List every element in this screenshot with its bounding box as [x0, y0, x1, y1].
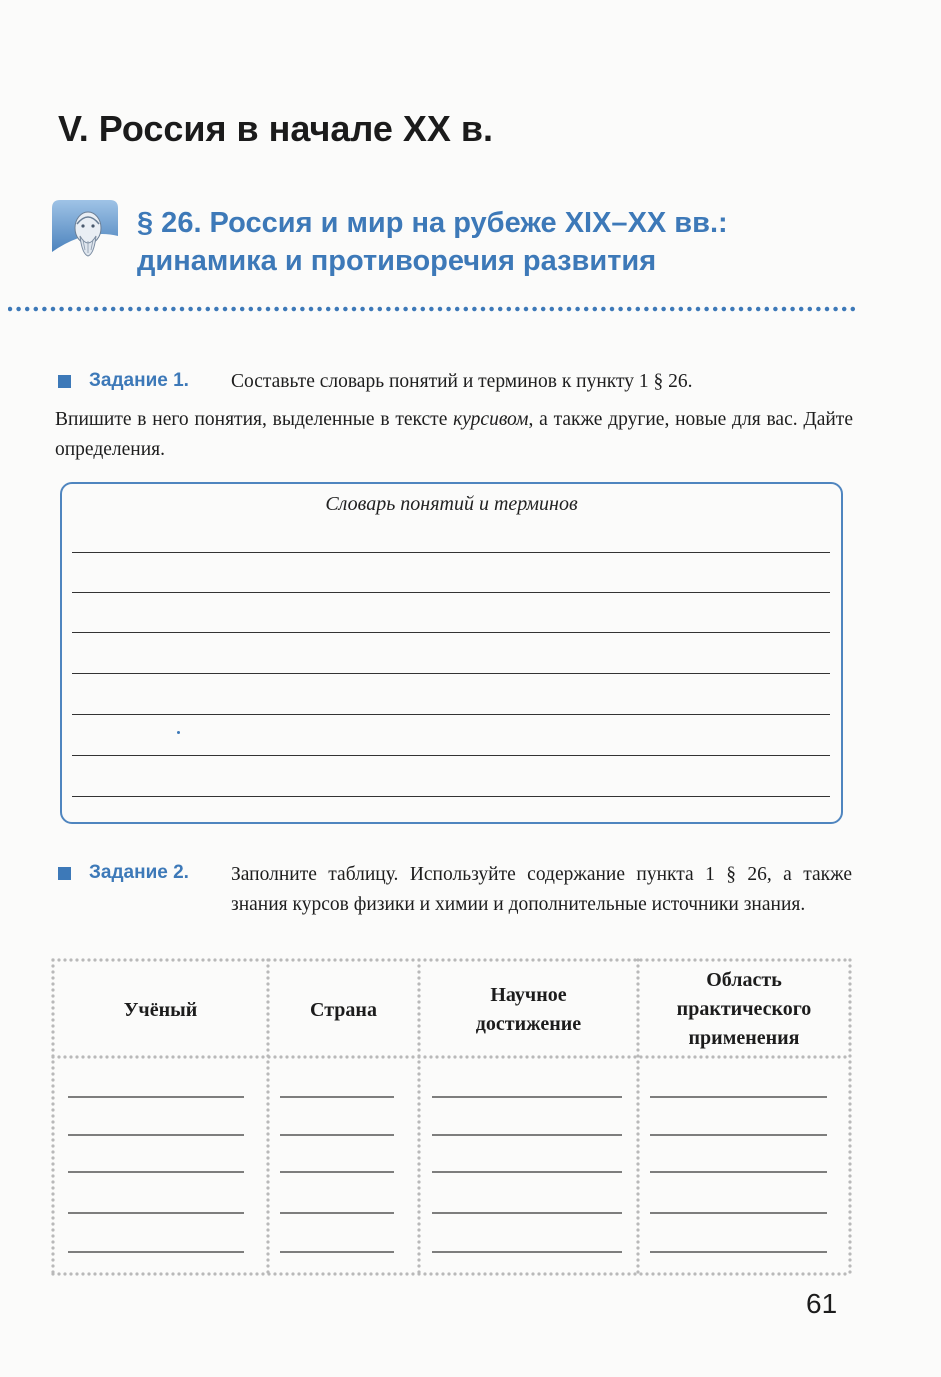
glossary-write-line[interactable] [72, 592, 830, 593]
table-header-achievement [419, 981, 638, 1039]
table-header-achievement-line: Научное [490, 984, 567, 1006]
stray-dot [177, 731, 180, 734]
task1-text-before: Впишите в него понятия, выделенные в тексте [55, 409, 454, 430]
task1-instruction-rest [55, 405, 853, 465]
glossary-write-line[interactable] [72, 552, 830, 553]
task1-text-italic: курсивом [453, 409, 529, 430]
task1-text-after: , а также другие, новые для вас. Дайте определения. [55, 409, 853, 460]
section-divider [8, 305, 856, 313]
section-title-line-2: динамика и противоречия развития [137, 245, 657, 277]
table-header-achievement-line: достижение [475, 1013, 582, 1035]
table-header-application-line: практического [676, 998, 812, 1020]
task2-label: Задание 2. [89, 862, 189, 883]
table-header-application-line: Область [706, 969, 782, 991]
portrait-medallion-icon [50, 198, 120, 260]
glossary-write-line[interactable] [72, 673, 830, 674]
section-title-line-1: § 26. Россия и мир на рубеже XIX–XX вв.: [137, 207, 728, 239]
glossary-title: Словарь понятий и терминов [325, 493, 578, 515]
table-header-application [638, 966, 850, 1053]
task1-label: Задание 1. [89, 370, 189, 391]
page-number: 61 [806, 1288, 838, 1319]
section-title [137, 204, 728, 280]
glossary-write-line[interactable] [72, 755, 830, 756]
glossary-write-line[interactable] [72, 714, 830, 715]
task2-instruction: Заполните таблицу. Используйте содержание пункта 1 § 26, а также знания курсов физики и химии и дополнительные источники знания. [231, 864, 852, 915]
glossary-write-line[interactable] [72, 796, 830, 797]
table-header-scientist: Учёный [123, 999, 198, 1021]
table-header-country: Страна [310, 999, 377, 1021]
task2-marker [58, 867, 71, 880]
task1-marker [58, 375, 71, 388]
glossary-write-line[interactable] [72, 632, 830, 633]
glossary-box [60, 482, 843, 824]
table-header-application-line: применения [688, 1027, 800, 1049]
task1-instruction-line1: Составьте словарь понятий и терминов к пункту 1 § 26. [231, 371, 693, 392]
chapter-title: V. Россия в начале XX в. [58, 108, 494, 149]
